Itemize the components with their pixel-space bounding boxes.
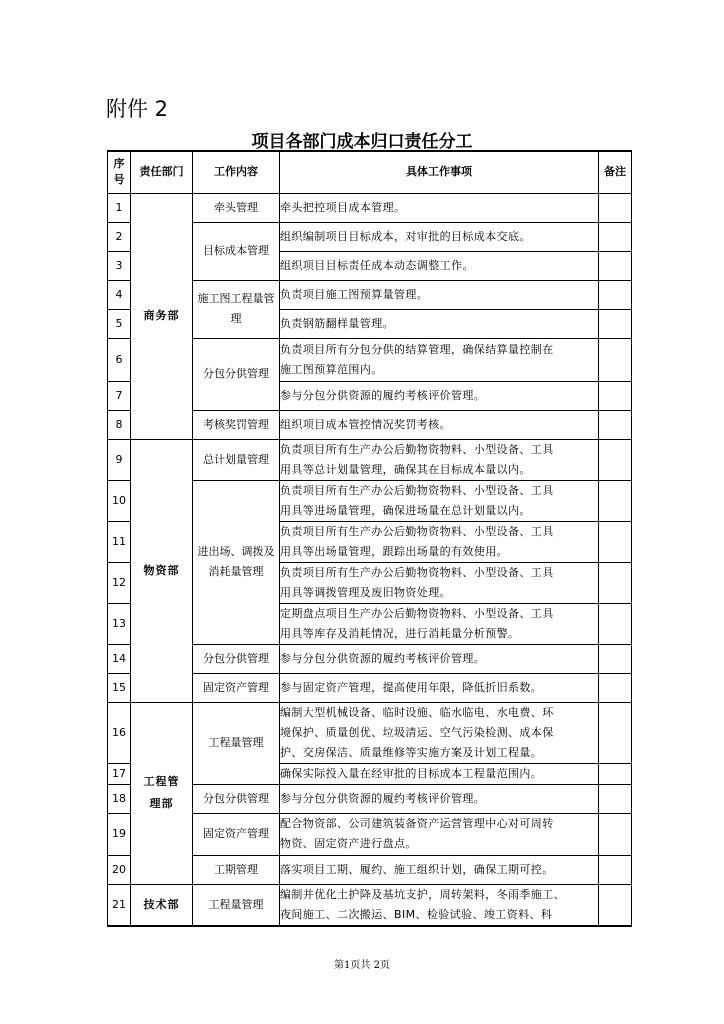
header-note: 备注 [599, 151, 632, 193]
work-fixed-assets: 固定资产管理 [193, 673, 280, 702]
dept-technical: 技术部 [131, 884, 193, 926]
table-row [108, 884, 632, 926]
work-assessment: 考核奖罚管理 [193, 410, 280, 439]
task-text: 参与分包分供资源的履约考核评价管理。 [280, 784, 599, 813]
row-number: 9 [108, 439, 131, 480]
task-text: 负责项目所有生产办公后勤物资物料、小型设备、工具 用具等进场量管理，确保进场量在总计划量以内。 [280, 480, 599, 521]
note-cell [599, 193, 632, 222]
task-text: 确保实际投入量在经审批的目标成本工程量范围内。 [280, 763, 599, 784]
work-subcontract: 分包分供管理 [193, 784, 280, 813]
note-cell [599, 855, 632, 884]
work-quantity: 工程量管理 [193, 884, 280, 926]
work-subcontract: 分包分供管理 [193, 338, 280, 410]
dept-commerce: 商务部 [131, 193, 193, 439]
work-lead-management: 牵头管理 [193, 193, 280, 222]
task-text: 负责项目所有分包分供的结算管理，确保结算量控制在 施工图预算范围内。 [280, 338, 599, 381]
row-number: 4 [108, 280, 131, 309]
work-drawing-quantity: 施工图工程量管理 [193, 280, 280, 338]
note-cell [599, 813, 632, 855]
task-text: 编制大型机械设备、临时设施、临水临电、水电费、环 境保护、质量创优、垃圾清运、空气污染检测、成本保 护、交房保洁、质量维修等实施方案及计划工程量。 [280, 702, 599, 763]
row-number: 8 [108, 410, 131, 439]
work-inout-consumption: 进出场、调拨及消耗量管理 [193, 480, 280, 644]
row-number: 3 [108, 251, 131, 280]
task-text: 编制并优化土护降及基坑支护，周转架料，冬雨季施工、 夜间施工、二次搬运、BIM、检验试验、竣工资料、科 [280, 884, 599, 926]
task-text: 负责项目所有生产办公后勤物资物料、小型设备、工具 用具等总计划量管理，确保其在目标成本量以内。 [280, 439, 599, 480]
task-text: 组织编制项目目标成本，对审批的目标成本交底。 [280, 222, 599, 251]
row-number: 21 [108, 884, 131, 926]
task-text: 参与分包分供资源的履约考核评价管理。 [280, 381, 599, 410]
note-cell [599, 381, 632, 410]
note-cell [599, 480, 632, 521]
note-cell [599, 784, 632, 813]
note-cell [599, 280, 632, 309]
task-text: 落实项目工期、履约、施工组织计划，确保工期可控。 [280, 855, 599, 884]
table-header-row [108, 151, 632, 193]
row-number: 14 [108, 644, 131, 673]
task-text: 参与固定资产管理，提高使用年限，降低折旧系数。 [280, 673, 599, 702]
attachment-label: 附件 2 [106, 97, 169, 121]
note-cell [599, 884, 632, 926]
work-quantity: 工程量管理 [193, 702, 280, 784]
row-number: 17 [108, 763, 131, 784]
row-number: 5 [108, 309, 131, 338]
row-number: 20 [108, 855, 131, 884]
row-number: 6 [108, 338, 131, 381]
note-cell [599, 644, 632, 673]
note-cell [599, 338, 632, 381]
note-cell [599, 521, 632, 562]
row-number: 18 [108, 784, 131, 813]
task-text: 负责钢筋翻样量管理。 [280, 309, 599, 338]
task-text: 组织项目目标责任成本动态调整工作。 [280, 251, 599, 280]
task-text: 负责项目施工图预算量管理。 [280, 280, 599, 309]
header-no: 序号 [108, 151, 131, 193]
task-text: 定期盘点项目生产办公后勤物资物料、小型设备、工具 用具等库存及消耗情况，进行消耗量分析预警。 [280, 603, 599, 644]
table-row [108, 702, 632, 763]
dept-materials: 物资部 [131, 439, 193, 702]
note-cell [599, 603, 632, 644]
row-number: 11 [108, 521, 131, 562]
responsibility-table [107, 150, 632, 927]
note-cell [599, 702, 632, 763]
work-fixed-assets: 固定资产管理 [193, 813, 280, 855]
table-row [108, 439, 632, 480]
task-text: 负责项目所有生产办公后勤物资物料、小型设备、工具 用具等出场量管理，跟踪出场量的有效使用。 [280, 521, 599, 562]
note-cell [599, 410, 632, 439]
note-cell [599, 222, 632, 251]
task-text: 参与分包分供资源的履约考核评价管理。 [280, 644, 599, 673]
row-number: 7 [108, 381, 131, 410]
dept-engineering: 工程管理部 [131, 702, 193, 884]
task-text: 牵头把控项目成本管理。 [280, 193, 599, 222]
row-number: 12 [108, 562, 131, 603]
row-number: 13 [108, 603, 131, 644]
note-cell [599, 673, 632, 702]
table-row [108, 193, 632, 222]
task-text: 组织项目成本管控情况奖罚考核。 [280, 410, 599, 439]
task-text: 配合物资部、公司建筑装备资产运营管理中心对可周转 物资、固定资产进行盘点。 [280, 813, 599, 855]
header-task: 具体工作事项 [280, 151, 599, 193]
row-number: 10 [108, 480, 131, 521]
header-work: 工作内容 [193, 151, 280, 193]
work-total-plan: 总计划量管理 [193, 439, 280, 480]
row-number: 16 [108, 702, 131, 763]
note-cell [599, 309, 632, 338]
note-cell [599, 251, 632, 280]
work-subcontract: 分包分供管理 [193, 644, 280, 673]
note-cell [599, 763, 632, 784]
row-number: 15 [108, 673, 131, 702]
task-text: 负责项目所有生产办公后勤物资物料、小型设备、工具 用具等调拨管理及废旧物资处理。 [280, 562, 599, 603]
row-number: 2 [108, 222, 131, 251]
note-cell [599, 562, 632, 603]
page-footer: 第1页共 2页 [334, 960, 390, 971]
work-target-cost: 目标成本管理 [193, 222, 280, 280]
row-number: 1 [108, 193, 131, 222]
header-dept: 责任部门 [131, 151, 193, 193]
work-schedule: 工期管理 [193, 855, 280, 884]
document-title: 项目各部门成本归口责任分工 [251, 132, 473, 152]
row-number: 19 [108, 813, 131, 855]
note-cell [599, 439, 632, 480]
